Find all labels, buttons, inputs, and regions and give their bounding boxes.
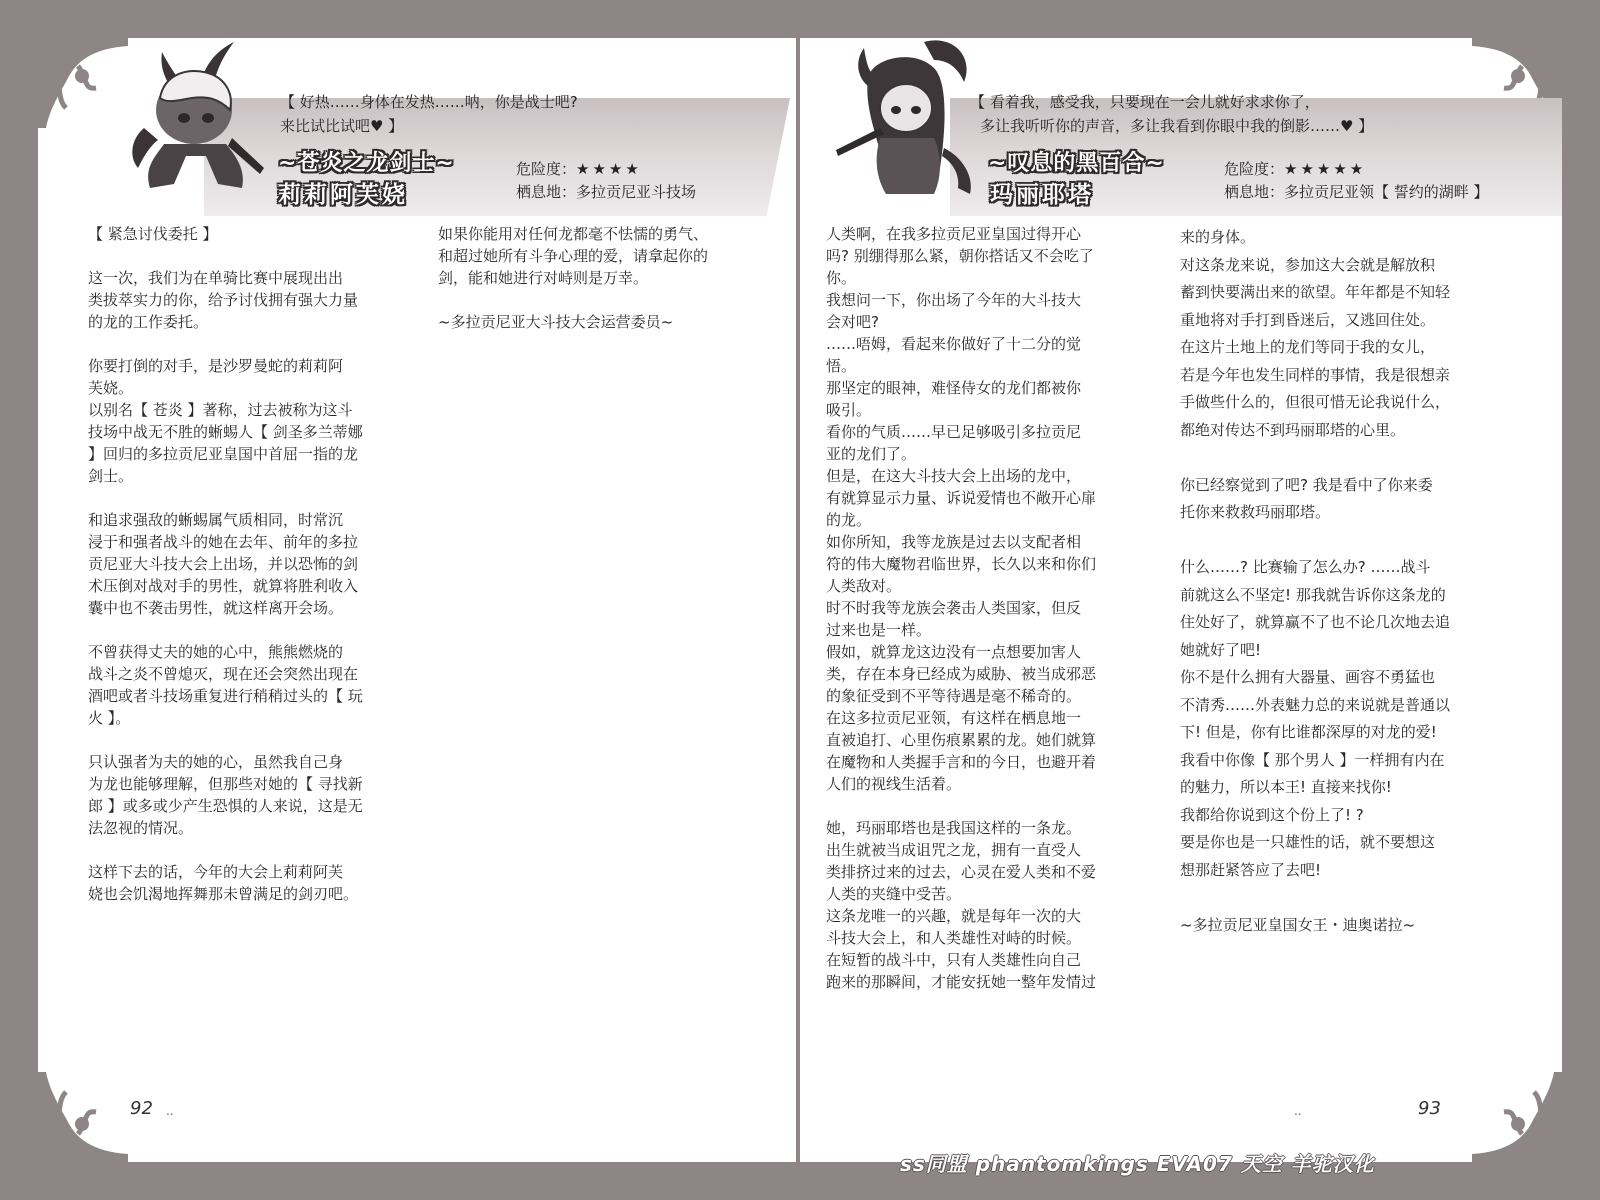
danger-stars: ★★★★★ bbox=[1284, 160, 1367, 178]
text-line: 贡尼亚大斗技大会上出场，并以恐怖的剑 bbox=[88, 555, 359, 573]
text-line: 郎 】或多或少产生恐惧的人来说，这是无 bbox=[88, 797, 363, 815]
text-line: 你要打倒的对手，是沙罗曼蛇的莉莉阿 bbox=[88, 357, 344, 375]
paragraph bbox=[1180, 472, 1520, 527]
text-line: 住处好了，就算赢不了也不论几次地去追 bbox=[1180, 613, 1451, 631]
text-line: 托你来救救玛丽耶塔。 bbox=[1180, 503, 1331, 521]
text-line: 的魅力，所以本王! 直接来找你! bbox=[1180, 778, 1392, 796]
text-line: 【 紧急讨伐委托 】 bbox=[88, 225, 218, 243]
text-line: 在短暂的战斗中，只有人类雄性向自己 bbox=[826, 951, 1082, 969]
text-line: 剑士。 bbox=[88, 467, 134, 485]
text-line: ~多拉贡尼亚皇国女王・迪奥诺拉~ bbox=[1180, 915, 1416, 934]
text-line: 在这多拉贡尼亚领，有这样在栖息地一 bbox=[826, 709, 1082, 727]
paragraph bbox=[826, 905, 1156, 949]
text-line: 符的伟大魔物君临世界，长久以来和你们 bbox=[826, 555, 1097, 573]
text-line: 吸引。 bbox=[826, 401, 872, 419]
text-line: 你不是什么拥有大器量、画容不勇猛也 bbox=[1180, 668, 1436, 686]
text-line: 过来也是一样。 bbox=[826, 621, 932, 639]
character-name: 玛丽耶塔 bbox=[990, 182, 1094, 208]
text-line: 不清秀……外表魅力总的来说就是普通以 bbox=[1180, 695, 1451, 714]
text-line: 只认强者为夫的她的心，虽然我自己身 bbox=[88, 753, 344, 771]
text-line: 手做些什么的，但很可惜无论我说什么， bbox=[1180, 393, 1451, 411]
page-number: 92 bbox=[130, 1098, 153, 1119]
text-line: 出生就被当成诅咒之龙，拥有一直受人 bbox=[826, 841, 1082, 859]
text-line: 人类敌对。 bbox=[826, 577, 902, 595]
text-line: 那坚定的眼神，难怪侍女的龙们都被你 bbox=[826, 379, 1082, 397]
text-line: 她就好了吧! bbox=[1180, 640, 1262, 659]
text-line: 如你所知，我等龙族是过去以支配者相 bbox=[826, 533, 1082, 551]
paragraph bbox=[1180, 554, 1520, 664]
paragraph-spacer bbox=[1180, 527, 1520, 555]
paragraph bbox=[88, 223, 418, 245]
paragraph bbox=[438, 311, 778, 333]
right-page bbox=[800, 38, 1562, 1162]
text-line: 人类的夹缝中受苦。 bbox=[826, 885, 962, 903]
text-line: 如果你能用对任何龙都毫不怯懦的勇气、 bbox=[438, 225, 709, 243]
text-line: 我看中你像【 那个男人 】一样拥有内在 bbox=[1180, 750, 1445, 769]
character-name: 莉莉阿芙娆 bbox=[278, 182, 408, 208]
quote-line: 【 看着我，感受我，只要现在一会儿就好求求你了， bbox=[970, 93, 1320, 111]
request-column-1 bbox=[88, 223, 418, 905]
paragraph bbox=[826, 377, 1156, 421]
text-line: 和追求强敌的蜥蜴属气质相同，时常沉 bbox=[88, 511, 344, 529]
paragraph bbox=[1180, 664, 1520, 747]
danger-level bbox=[516, 158, 642, 179]
paragraph bbox=[826, 839, 1156, 905]
paragraph bbox=[826, 333, 1156, 377]
ornament-corner-icon bbox=[1472, 1072, 1562, 1162]
letter-column-1 bbox=[826, 223, 1156, 993]
paragraph bbox=[1180, 334, 1520, 444]
text-line: ~多拉贡尼亚大斗技大会运营委员~ bbox=[438, 313, 674, 331]
scanlation-credit: ss同盟 phantomkings EVA07 天空 羊驼汉化 bbox=[900, 1152, 1375, 1176]
letter-column-2 bbox=[1180, 224, 1520, 939]
paragraph bbox=[826, 817, 1156, 839]
character-quote bbox=[280, 90, 578, 138]
quote-line: 【 好热……身体在发热……呐，你是战士吧? bbox=[280, 93, 578, 111]
paragraph-spacer bbox=[1180, 884, 1520, 912]
text-line: 的象征受到不平等待遇是毫不稀奇的。 bbox=[826, 687, 1082, 705]
text-line: 什么……? 比赛输了怎么办? ……战斗 bbox=[1180, 558, 1431, 576]
text-line: 重地将对手打到昏迷后，又逃回住处。 bbox=[1180, 310, 1436, 329]
page-dots: .. bbox=[1294, 1104, 1302, 1118]
quote-line: 多让我听听你的声音，多让我看到你眼中我的倒影……♥ 】 bbox=[980, 117, 1374, 135]
paragraph bbox=[826, 223, 1156, 289]
text-line: 火 】。 bbox=[88, 709, 131, 727]
text-line: 想那赶紧答应了去吧! bbox=[1180, 860, 1322, 879]
text-line: 类拔萃实力的你，给予讨伐拥有强大力量 bbox=[88, 291, 359, 309]
text-line: 囊中也不袭击男性，就这样离开会场。 bbox=[88, 599, 344, 617]
text-line: 斗技大会上，和人类雄性对峙的时候。 bbox=[826, 929, 1082, 947]
paragraph-spacer bbox=[88, 333, 418, 355]
paragraph bbox=[88, 641, 418, 729]
text-line: 人们的视线生活着。 bbox=[826, 775, 962, 793]
text-line: 若是今年也发生同样的事情，我是很想亲 bbox=[1180, 365, 1451, 384]
text-line: 人类啊，在我多拉贡尼亚皇国过得开心 bbox=[826, 225, 1082, 243]
text-line: 法忽视的情况。 bbox=[88, 819, 194, 837]
paragraph bbox=[1180, 252, 1520, 335]
text-line: 和超过她所有斗争心理的爱，请拿起你的 bbox=[438, 247, 709, 265]
text-line: 蓄到快要满出来的欲望。年年都是不知轻 bbox=[1180, 283, 1451, 301]
text-line: 时不时我等龙族会袭击人类国家，但反 bbox=[826, 599, 1082, 617]
danger-label: 危险度： bbox=[1224, 160, 1285, 178]
text-line: 吗? 别绷得那么紧，朝你搭话又不会吃了 bbox=[826, 247, 1094, 265]
text-line: 术压倒对战对手的男性，就算将胜利收入 bbox=[88, 577, 359, 595]
text-line: 跑来的那瞬间，才能安抚她一整年发情过 bbox=[826, 973, 1097, 991]
text-line: 战斗之炎不曾熄灭，现在还会突然出现在 bbox=[88, 665, 359, 683]
text-line: 这一次，我们为在单骑比赛中展现出出 bbox=[88, 269, 344, 287]
text-line: 都绝对传达不到玛丽耶塔的心里。 bbox=[1180, 420, 1406, 439]
text-line: 的龙。 bbox=[826, 511, 872, 529]
paragraph-spacer bbox=[88, 729, 418, 751]
paragraph-spacer bbox=[88, 487, 418, 509]
text-line: 我想问一下，你出场了今年的大斗技大 bbox=[826, 291, 1082, 309]
text-line: 对这条龙来说，参加这大会就是解放积 bbox=[1180, 255, 1436, 274]
text-line: 以别名【 苍炎 】著称，过去被称为这斗 bbox=[88, 401, 353, 419]
paragraph bbox=[826, 707, 1156, 795]
paragraph-spacer bbox=[88, 839, 418, 861]
ornament-corner-icon bbox=[38, 1072, 128, 1162]
text-line: 这样下去的话，今年的大会上莉莉阿芙 bbox=[88, 863, 344, 881]
text-line: 看你的气质……早已足够吸引多拉贡尼 bbox=[826, 423, 1082, 441]
text-line: 我都给你说到这个份上了! ? bbox=[1180, 805, 1364, 824]
paragraph-spacer bbox=[88, 619, 418, 641]
character-epithet: ~叹息的黑百合~ bbox=[988, 151, 1165, 176]
text-line: 剑，能和她进行对峙则是万幸。 bbox=[438, 269, 649, 287]
paragraph bbox=[826, 641, 1156, 707]
text-line: 酒吧或者斗技场重复进行稍稍过头的【 玩 bbox=[88, 687, 363, 705]
paragraph bbox=[826, 289, 1156, 333]
text-line: 】回归的多拉贡尼亚皇国中首屈一指的龙 bbox=[88, 445, 359, 463]
text-line: ……唔姆，看起来你做好了十二分的觉 bbox=[826, 335, 1082, 353]
paragraph bbox=[826, 531, 1156, 597]
text-line: 下! 但是，你有比谁都深厚的对龙的爱! bbox=[1180, 723, 1437, 741]
black-lily-dragon-portrait bbox=[824, 38, 994, 198]
habitat: 栖息地：多拉贡尼亚领【 誓约的湖畔 】 bbox=[1224, 183, 1489, 201]
text-line: 你已经察觉到了吧? 我是看中了你来委 bbox=[1180, 475, 1433, 494]
text-line: 假如，就算龙这边没有一点想要加害人 bbox=[826, 643, 1082, 661]
paragraph bbox=[1180, 802, 1520, 830]
text-line: 来的身体。 bbox=[1180, 228, 1256, 246]
character-quote bbox=[970, 90, 1373, 138]
paragraph bbox=[88, 751, 418, 839]
danger-level bbox=[1224, 158, 1366, 179]
text-line: 要是你也是一只雄性的话，就不要想这 bbox=[1180, 833, 1436, 851]
text-line: 为龙也能够理解，但那些对她的【 寻找新 bbox=[88, 775, 363, 793]
text-line: 悟。 bbox=[826, 357, 857, 375]
paragraph bbox=[88, 399, 418, 487]
text-line: 娆也会饥渴地挥舞那未曾满足的剑刃吧。 bbox=[88, 885, 359, 903]
paragraph bbox=[826, 597, 1156, 641]
paragraph-spacer bbox=[826, 795, 1156, 817]
text-line: 不曾获得丈夫的她的心中，熊熊燃烧的 bbox=[88, 643, 344, 661]
text-line: 前就这么不坚定! 那我就告诉你这条龙的 bbox=[1180, 585, 1446, 604]
paragraph bbox=[826, 421, 1156, 465]
page-number: 93 bbox=[1418, 1098, 1441, 1119]
paragraph bbox=[88, 355, 418, 399]
paragraph-spacer bbox=[88, 245, 418, 267]
text-line: 你。 bbox=[826, 269, 857, 287]
text-line: 会对吧? bbox=[826, 313, 879, 331]
text-line: 类排挤过来的过去，心灵在爱人类和不爱 bbox=[826, 863, 1097, 881]
left-page bbox=[38, 38, 796, 1162]
text-line: 技场中战无不胜的蜥蜴人【 剑圣多兰蒂娜 bbox=[88, 423, 363, 441]
text-line: 的龙的工作委托。 bbox=[88, 313, 209, 331]
paragraph bbox=[1180, 912, 1520, 940]
paragraph bbox=[1180, 747, 1520, 802]
paragraph bbox=[826, 949, 1156, 993]
danger-stars: ★★★★ bbox=[576, 160, 642, 178]
text-line: 这条龙唯一的兴趣，就是每年一次的大 bbox=[826, 907, 1082, 925]
paragraph bbox=[826, 465, 1156, 531]
page-dots: .. bbox=[166, 1104, 174, 1118]
paragraph-spacer bbox=[438, 289, 778, 311]
character-epithet: ~苍炎之龙剑士~ bbox=[278, 151, 455, 176]
text-line: 但是，在这大斗技大会上出场的龙中， bbox=[826, 467, 1082, 485]
text-line: 在这片土地上的龙们等同于我的女儿， bbox=[1180, 338, 1436, 356]
text-line: 她，玛丽耶塔也是我国这样的一条龙。 bbox=[826, 819, 1082, 837]
text-line: 浸于和强者战斗的她在去年、前年的多拉 bbox=[88, 533, 359, 551]
paragraph bbox=[88, 509, 418, 619]
paragraph bbox=[438, 223, 778, 289]
paragraph bbox=[1180, 224, 1520, 252]
text-line: 类，存在本身已经成为威胁、被当成邪恶 bbox=[826, 665, 1097, 683]
text-line: 有就算显示力量、诉说爱情也不敞开心扉 bbox=[826, 489, 1097, 507]
dragon-swordswoman-portrait bbox=[114, 38, 274, 198]
paragraph bbox=[1180, 829, 1520, 884]
request-column-2 bbox=[438, 223, 778, 333]
paragraph bbox=[88, 861, 418, 905]
text-line: 亚的龙们了。 bbox=[826, 445, 917, 463]
text-line: 芙娆。 bbox=[88, 379, 134, 397]
quote-line: 来比试比试吧♥ 】 bbox=[280, 117, 404, 135]
danger-label: 危险度： bbox=[516, 160, 577, 178]
text-line: 直被追打、心里伤痕累累的龙。她们就算 bbox=[826, 731, 1097, 749]
text-line: 在魔物和人类握手言和的今日，也避开着 bbox=[826, 753, 1097, 771]
paragraph bbox=[88, 267, 418, 333]
paragraph-spacer bbox=[1180, 444, 1520, 472]
habitat: 栖息地：多拉贡尼亚斗技场 bbox=[516, 183, 697, 201]
